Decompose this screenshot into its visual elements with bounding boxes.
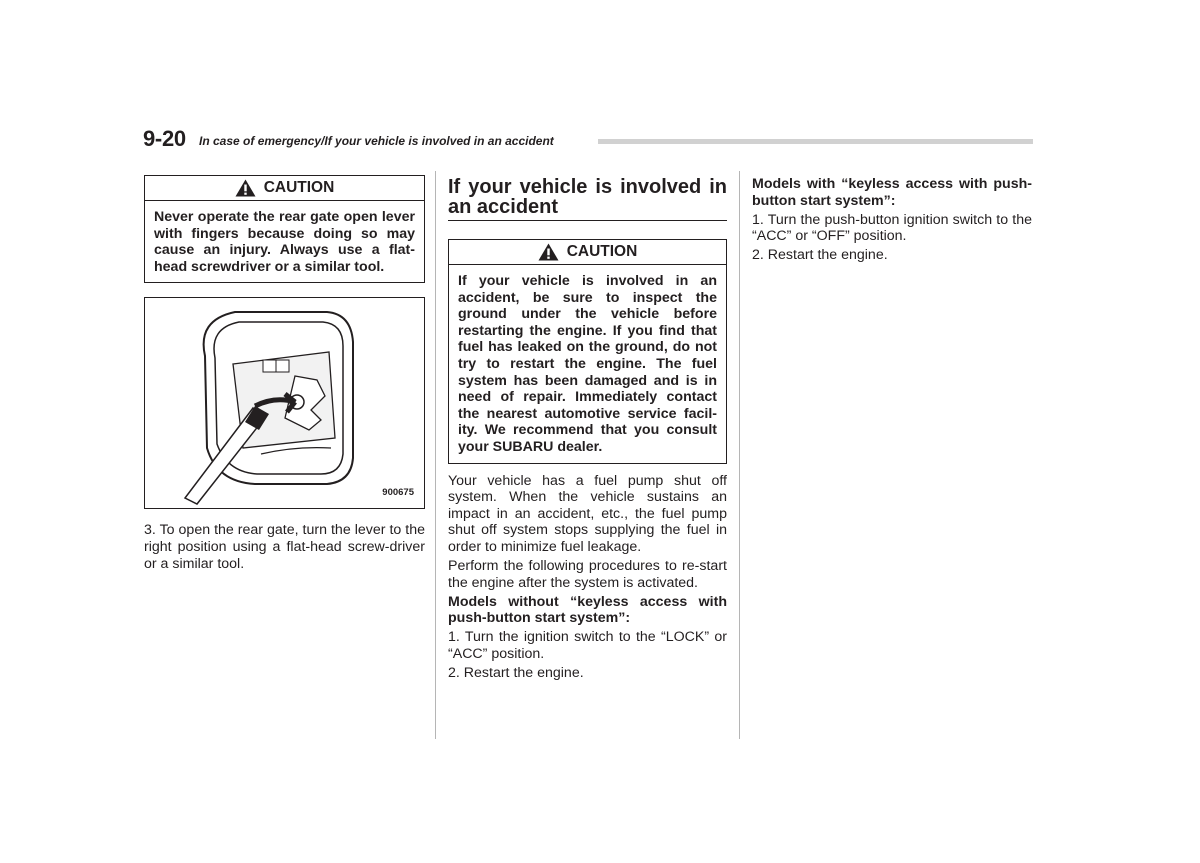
step-3-text: 3. To open the rear gate, turn the lever to the right position using a flat-head screw-driver or a similar tool. (144, 522, 425, 572)
fuel-pump-paragraph: Your vehicle has a fuel pump shut off system. When the vehicle sustains an impact in an accident, etc., the fuel pump shut off system stops supplying the fuel in order to minimize fuel leakage. (448, 472, 727, 555)
rear-gate-lever-screwdriver-illustration (145, 298, 424, 508)
caution-text: Never operate the rear gate open lever with fingers because doing so may cause an injury. Always use a flat-head screwdriver or a similar tool. (154, 209, 415, 275)
caution-box-rear-gate (144, 175, 425, 283)
caution-header (449, 240, 726, 265)
restart-procedure-paragraph: Perform the following procedures to re-start the engine after the system is activated. (448, 558, 727, 591)
figure-code: 900675 (382, 486, 414, 498)
page-number: 9-20 (143, 126, 186, 151)
left-column (144, 175, 425, 575)
warning-triangle-icon (538, 243, 559, 261)
caution-text: If your vehicle is involved in an accident, be sure to inspect the ground under the vehicle before restarting the engine. If you find that fuel has leaked on the ground, do not try to restart the engine. The fuel system has been damaged and is in need of repair. Immediately contact the nearest automotive service facil-ity. We recommend that you consult your SUBARU dealer. (458, 273, 717, 455)
caution-box-accident (448, 239, 727, 464)
middle-column (448, 175, 727, 684)
column-divider-2 (739, 171, 740, 739)
step-2-text: 2. Restart the engine. (448, 665, 584, 682)
column-divider-1 (435, 171, 436, 739)
step-2-text: 2. Restart the engine. (752, 247, 888, 264)
warning-triangle-icon (235, 179, 256, 197)
models-with-keyless-subheading: Models with “keyless access with push-button start system”: (752, 176, 1032, 209)
accident-heading: If your vehicle is involved in an accident (448, 175, 727, 221)
caution-title: CAUTION (566, 242, 638, 260)
right-column (752, 176, 1032, 266)
step-1-text: 1. Turn the ignition switch to the “LOCK” or “ACC” position. (448, 629, 727, 662)
rear-gate-lever-figure (144, 297, 425, 509)
header-rule (598, 139, 1033, 144)
section-title: In case of emergency/If your vehicle is involved in an accident (199, 134, 554, 148)
models-without-keyless-subheading: Models without “keyless access with push-button start system”: (448, 593, 727, 627)
caution-title: CAUTION (263, 178, 335, 196)
caution-header (145, 176, 424, 201)
page-header (143, 124, 1033, 154)
step-1-text: 1. Turn the push-button ignition switch to the “ACC” or “OFF” position. (752, 211, 1032, 245)
